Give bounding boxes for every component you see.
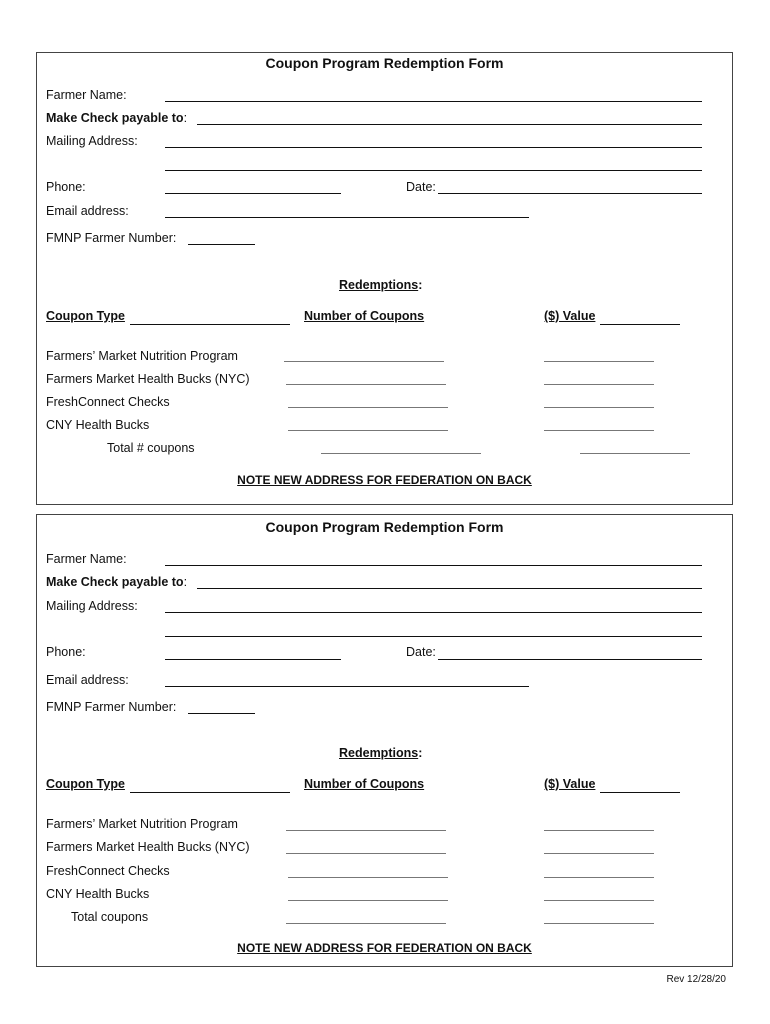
total-count-field[interactable] bbox=[286, 923, 446, 924]
mailing-address-label: Mailing Address: bbox=[46, 134, 138, 148]
coupon-row-label: Farmers’ Market Nutrition Program bbox=[46, 817, 238, 831]
phone-field[interactable] bbox=[165, 659, 341, 660]
date-label: Date: bbox=[406, 180, 436, 194]
coupon-value-field[interactable] bbox=[544, 407, 654, 408]
make-check-payable-field[interactable] bbox=[197, 124, 702, 125]
make-check-payable-field[interactable] bbox=[197, 588, 702, 589]
coupon-count-field[interactable] bbox=[284, 361, 444, 362]
coupon-count-field[interactable] bbox=[288, 430, 448, 431]
phone-label: Phone: bbox=[46, 180, 86, 194]
column-header-value-rule bbox=[600, 792, 680, 793]
coupon-row-label: Farmers’ Market Nutrition Program bbox=[46, 349, 238, 363]
date-field[interactable] bbox=[438, 193, 702, 194]
coupon-value-field[interactable] bbox=[544, 853, 654, 854]
coupon-value-field[interactable] bbox=[544, 384, 654, 385]
farmer-name-field[interactable] bbox=[165, 565, 702, 566]
form-title: Coupon Program Redemption Form bbox=[265, 55, 504, 71]
coupon-count-field[interactable] bbox=[286, 384, 446, 385]
revision-date: Rev 12/28/20 bbox=[666, 974, 726, 985]
total-count-field[interactable] bbox=[321, 453, 481, 454]
make-check-payable-label: Make Check payable to: bbox=[46, 575, 188, 589]
email-field[interactable] bbox=[165, 217, 529, 218]
mailing-address-label: Mailing Address: bbox=[46, 599, 138, 613]
coupon-count-field[interactable] bbox=[286, 853, 446, 854]
fmnp-number-field[interactable] bbox=[188, 713, 255, 714]
coupon-value-field[interactable] bbox=[544, 877, 654, 878]
email-field[interactable] bbox=[165, 686, 529, 687]
email-label: Email address: bbox=[46, 204, 129, 218]
email-label: Email address: bbox=[46, 673, 129, 687]
form-title: Coupon Program Redemption Form bbox=[265, 519, 504, 535]
column-header-value: ($) Value bbox=[544, 309, 596, 323]
coupon-value-field[interactable] bbox=[544, 900, 654, 901]
coupon-row-label: FreshConnect Checks bbox=[46, 864, 170, 878]
coupon-count-field[interactable] bbox=[288, 900, 448, 901]
column-header-number: Number of Coupons bbox=[304, 309, 425, 323]
total-value-field[interactable] bbox=[580, 453, 690, 454]
fmnp-number-label: FMNP Farmer Number: bbox=[46, 700, 177, 714]
farmer-name-label: Farmer Name: bbox=[46, 552, 127, 566]
date-label: Date: bbox=[406, 645, 436, 659]
redemption-form-top bbox=[36, 52, 733, 505]
column-header-rule bbox=[130, 324, 290, 325]
total-coupons-label: Total coupons bbox=[71, 910, 149, 924]
date-field[interactable] bbox=[438, 659, 702, 660]
coupon-row-label: FreshConnect Checks bbox=[46, 395, 170, 409]
column-header-value-rule bbox=[600, 324, 680, 325]
column-header-value: ($) Value bbox=[544, 777, 596, 791]
mailing-address-field-2[interactable] bbox=[165, 170, 702, 171]
coupon-value-field[interactable] bbox=[544, 430, 654, 431]
fmnp-number-field[interactable] bbox=[188, 244, 255, 245]
coupon-count-field[interactable] bbox=[288, 407, 448, 408]
coupon-row-label: CNY Health Bucks bbox=[46, 887, 150, 901]
coupon-value-field[interactable] bbox=[544, 361, 654, 362]
mailing-address-field-2[interactable] bbox=[165, 636, 702, 637]
coupon-row-label: Farmers Market Health Bucks (NYC) bbox=[46, 372, 250, 386]
farmer-name-label: Farmer Name: bbox=[46, 88, 127, 102]
make-check-payable-label: Make Check payable to: bbox=[46, 111, 188, 125]
total-value-field[interactable] bbox=[544, 923, 654, 924]
redemptions-heading: Redemptions: bbox=[339, 746, 423, 760]
mailing-address-field-1[interactable] bbox=[165, 612, 702, 613]
federation-address-note: NOTE NEW ADDRESS FOR FEDERATION ON BACK bbox=[237, 473, 532, 487]
column-header-number: Number of Coupons bbox=[304, 777, 425, 791]
coupon-count-field[interactable] bbox=[286, 830, 446, 831]
mailing-address-field-1[interactable] bbox=[165, 147, 702, 148]
phone-label: Phone: bbox=[46, 645, 86, 659]
redemption-form-bottom bbox=[36, 514, 733, 967]
fmnp-number-label: FMNP Farmer Number: bbox=[46, 231, 177, 245]
redemptions-heading: Redemptions: bbox=[339, 278, 423, 292]
column-header-coupon-type: Coupon Type bbox=[46, 309, 125, 323]
coupon-value-field[interactable] bbox=[544, 830, 654, 831]
column-header-coupon-type: Coupon Type bbox=[46, 777, 125, 791]
coupon-row-label: Farmers Market Health Bucks (NYC) bbox=[46, 840, 250, 854]
column-header-rule bbox=[130, 792, 290, 793]
coupon-row-label: CNY Health Bucks bbox=[46, 418, 150, 432]
coupon-count-field[interactable] bbox=[288, 877, 448, 878]
phone-field[interactable] bbox=[165, 193, 341, 194]
federation-address-note: NOTE NEW ADDRESS FOR FEDERATION ON BACK bbox=[237, 941, 532, 955]
farmer-name-field[interactable] bbox=[165, 101, 702, 102]
total-coupons-label: Total # coupons bbox=[107, 441, 195, 455]
